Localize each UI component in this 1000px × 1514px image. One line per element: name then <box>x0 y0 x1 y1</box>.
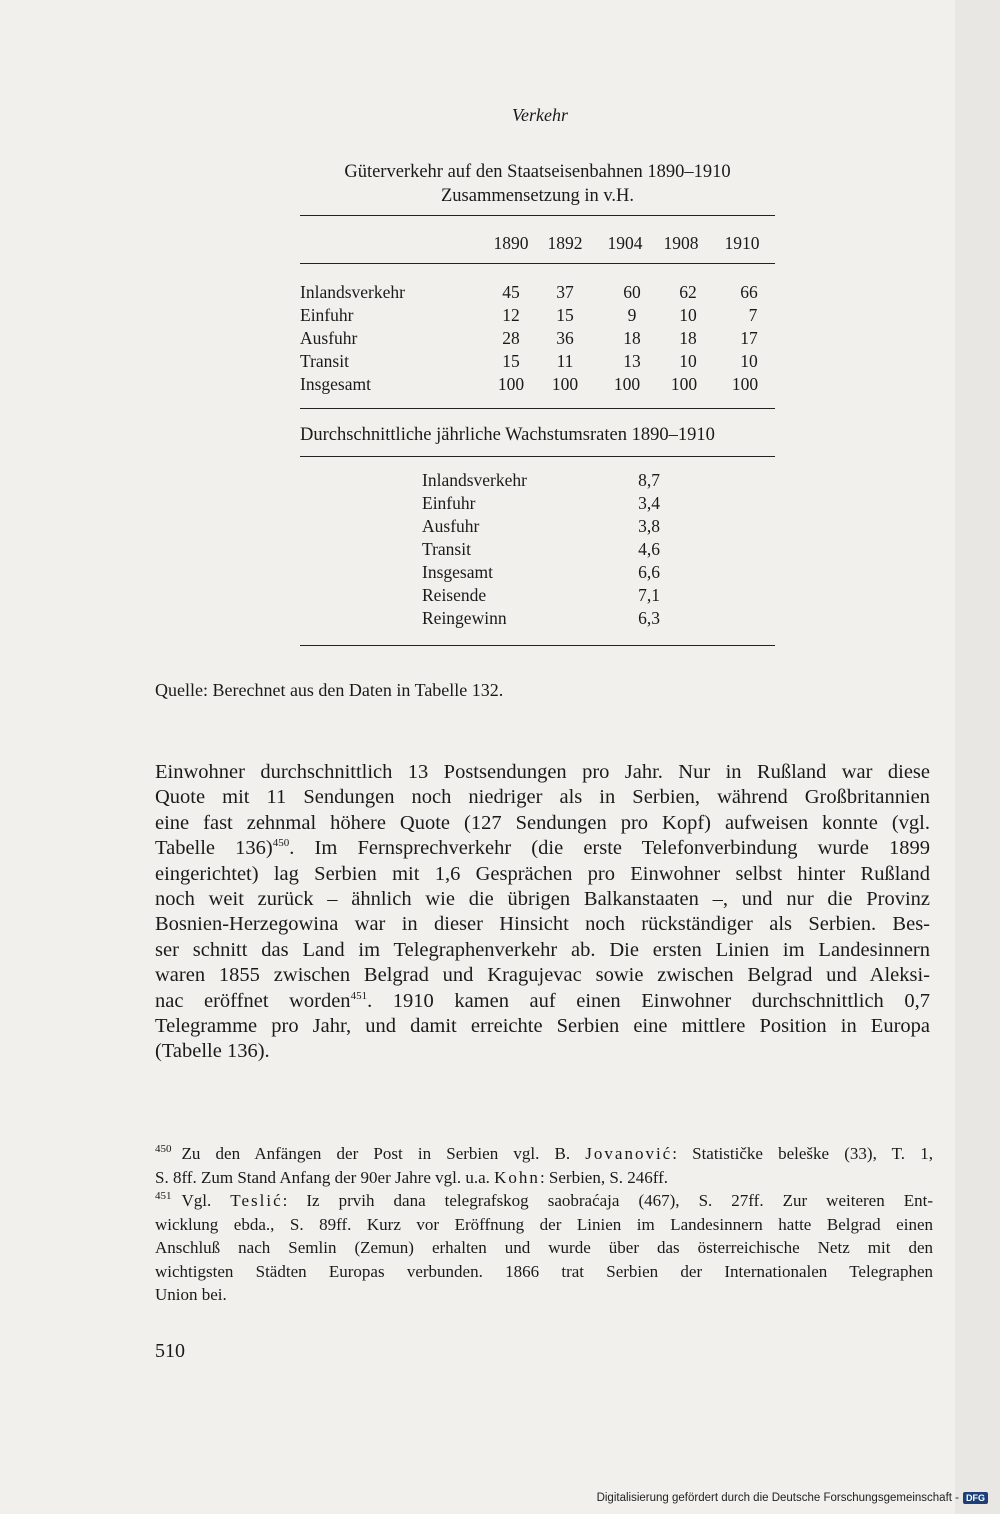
growth-label: Reingewinn <box>422 608 507 628</box>
table-cell: 100 <box>551 374 579 394</box>
footnote-number: 451 <box>155 1190 172 1203</box>
table-cell: 10 <box>679 305 697 325</box>
text-fragment: Vgl. <box>181 1191 212 1210</box>
table-cell: 37 <box>556 282 574 302</box>
year-header: 1910 <box>724 233 760 253</box>
table-cell: 36 <box>556 328 574 348</box>
table-subtitle: Zusammensetzung in v.H. <box>440 186 634 206</box>
page-edge <box>955 0 1000 1514</box>
digitization-footer <box>597 1492 988 1504</box>
text-line: Quote mit 11 Sendungen noch niedriger als in Serbien, während Großbritannien <box>155 786 930 809</box>
table-cell: 62 <box>679 282 697 302</box>
table-cell: 10 <box>740 351 758 371</box>
row-label: Ausfuhr <box>300 328 358 348</box>
table-rule-bottom <box>300 645 775 646</box>
table-cell: 18 <box>623 328 641 348</box>
body-paragraph <box>155 760 930 1065</box>
table-cell: 15 <box>556 305 574 325</box>
text-fragment: . Im Fernsprechverkehr (die erste Telefonverbindung wurde 1899 <box>289 837 931 860</box>
growth-value: 3,4 <box>638 493 660 513</box>
growth-label: Reisende <box>422 585 487 605</box>
author-name: Kohn <box>494 1167 540 1187</box>
growth-value: 8,7 <box>638 470 660 490</box>
text-fragment: : Statističke beleške (33), T. 1, <box>672 1144 933 1163</box>
text-fragment: nac eröffnet worden <box>155 989 351 1012</box>
author-name: Jovanović <box>585 1144 673 1163</box>
text-line <box>155 1166 933 1190</box>
author-name: Teslić <box>230 1191 283 1210</box>
footer-text: Digitalisierung gefördert durch die Deutsche Forschungsgemeinschaft - <box>596 1492 959 1504</box>
row-label: Transit <box>300 351 349 371</box>
text-line: Anschluß nach Semlin (Zemun) erhalten und wurde über das österreichische Netz mit den <box>155 1238 933 1257</box>
table-cell: 10 <box>679 351 697 371</box>
row-label: Einfuhr <box>300 305 354 325</box>
growth-rates-title: Durchschnittliche jährliche Wachstumsraten 1890–1910 <box>300 425 715 445</box>
text-fragment: : Iz prvih dana telegrafskog saobraćaja (467), S. 27ff. Zur weiteren Ent- <box>282 1191 933 1210</box>
table-cell: 13 <box>623 351 641 371</box>
text-fragment: Tabelle 136) <box>155 837 273 860</box>
text-line: wicklung ebda., S. 89ff. Kurz vor Eröffnung der Linien im Landesinnern hatte Belgrad einen <box>155 1214 933 1234</box>
text-line: eingerichtet) lag Serbien mit 1,6 Gesprächen pro Einwohner selbst hinter Rußland <box>155 862 930 885</box>
footnote-reference[interactable]: 451 <box>350 989 368 1002</box>
growth-label: Einfuhr <box>422 493 476 513</box>
table-cell: 60 <box>623 282 641 302</box>
text-line: Telegramme pro Jahr, und damit erreichte Serbien eine mittlere Position in Europa <box>155 1014 930 1037</box>
text-line <box>155 836 930 861</box>
footnote-number: 450 <box>155 1143 172 1156</box>
row-label: Insgesamt <box>300 374 371 394</box>
table-cell: 66 <box>740 282 758 302</box>
dfg-logo[interactable]: DFG <box>963 1492 988 1504</box>
text-line: (Tabelle 136). <box>155 1040 270 1063</box>
table-source-note: Quelle: Berechnet aus den Daten in Tabelle 132. <box>155 680 504 700</box>
growth-label: Transit <box>422 539 471 559</box>
growth-value: 3,8 <box>638 516 660 536</box>
text-fragment: . 1910 kamen auf einen Einwohner durchschnittlich 0,7 <box>367 989 930 1012</box>
table-cell: 12 <box>502 305 520 325</box>
footnote-451 <box>155 1189 933 1307</box>
text-line <box>155 1142 933 1166</box>
growth-label: Inlandsverkehr <box>422 470 527 490</box>
table-cell: 18 <box>679 328 697 348</box>
text-line: Bosnien-Herzegowina war in dieser Hinsicht noch rückständiger als Serbien. Bes- <box>155 913 930 936</box>
table-cell: 17 <box>740 328 758 348</box>
text-line: wichtigsten Städten Europas verbunden. 1866 trat Serbien der Internationalen Telegraphen <box>155 1261 933 1281</box>
text-fragment: : Serbien, S. 246ff. <box>539 1167 669 1187</box>
year-header: 1904 <box>607 233 643 253</box>
row-label: Inlandsverkehr <box>300 282 405 302</box>
table-title: Güterverkehr auf den Staatseisenbahnen 1890–1910 <box>344 162 731 182</box>
table-rule-middle <box>300 408 775 409</box>
growth-value: 7,1 <box>638 585 660 605</box>
growth-value: 6,6 <box>638 562 660 582</box>
text-line: Union bei. <box>155 1285 227 1304</box>
table-cell: 11 <box>556 351 574 371</box>
table-cell: 100 <box>670 374 698 394</box>
text-line: noch weit zurück – ähnlich wie die übrigen Balkanstaaten –, und nur die Provinz <box>155 887 930 910</box>
growth-value: 6,3 <box>638 608 660 628</box>
growth-label: Ausfuhr <box>422 516 480 536</box>
text-line: ser schnitt das Land im Telegraphenverkehr ab. Die ersten Linien im Landesinnern <box>155 938 930 961</box>
text-fragment: S. 8ff. Zum Stand Anfang der 90er Jahre vgl. u.a. <box>155 1167 490 1187</box>
text-line: Einwohner durchschnittlich 13 Postsendungen pro Jahr. Nur in Rußland war diese <box>155 761 930 783</box>
table-cell: 15 <box>502 351 520 371</box>
footnote-450 <box>155 1142 933 1189</box>
table-rule-growth <box>300 456 775 457</box>
running-head: Verkehr <box>512 105 568 125</box>
year-header: 1908 <box>663 233 699 253</box>
year-header: 1890 <box>493 233 529 253</box>
footnote-reference[interactable]: 450 <box>272 837 290 850</box>
table-rule-header <box>300 263 775 264</box>
table-cell: 28 <box>502 328 520 348</box>
table-cell: 45 <box>502 282 520 302</box>
table-cell: 9 <box>627 305 637 325</box>
year-header: 1892 <box>547 233 583 253</box>
text-line <box>155 989 930 1014</box>
table-cell: 100 <box>613 374 641 394</box>
text-fragment: Zu den Anfängen der Post in Serbien vgl. B. <box>181 1144 571 1163</box>
text-line: waren 1855 zwischen Belgrad und Kragujevac sowie zwischen Belgrad und Aleksi- <box>155 964 930 987</box>
table-cell: 100 <box>497 374 525 394</box>
page-number: 510 <box>155 1340 185 1362</box>
table-rule-top <box>300 215 775 216</box>
text-line <box>155 1189 933 1213</box>
growth-value: 4,6 <box>638 539 660 559</box>
table-cell: 100 <box>731 374 759 394</box>
text-line: eine fast zehnmal höhere Quote (127 Sendungen pro Kopf) aufweisen konnte (vgl. <box>155 811 930 834</box>
table-cell: 7 <box>748 305 758 325</box>
growth-label: Insgesamt <box>422 562 493 582</box>
